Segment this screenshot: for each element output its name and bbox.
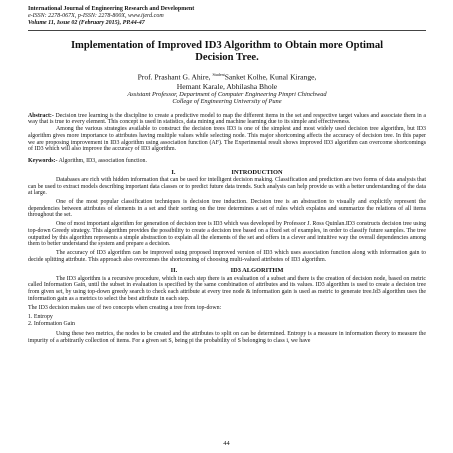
intro-paragraph-2: One of the most popular classification techniques is decision tree induction. Decision tree is an abstraction to visually and explicitly represent the dependencies between attributes of elements in a set and their sorting on the tree determines a set of rules which explains and summarize the relations of all items throughout the set. [28, 199, 426, 219]
abstract-label: Abstract:- [28, 112, 54, 119]
list-item: 2. Information Gain [28, 320, 75, 327]
keywords [28, 158, 426, 165]
affiliation-line-2: College of Engineering University of Pune [172, 98, 282, 106]
keywords-label: Keywords:- [28, 157, 58, 164]
section-number: I. [171, 168, 176, 176]
section-heading-id3 [28, 267, 426, 274]
abstract-paragraph-1: Decision tree learning is the discipline to create a predictive model to map the different items in the set and respective target values and associate them in a way that is true to every element. This concept is used in statistics, data mining and machine learning due to its simple and effectiveness. [28, 112, 426, 126]
list-item: 1. Entropy [28, 314, 53, 321]
paper-page [28, 6, 426, 347]
abstract-paragraph-2: Among the various strategies available to construct the decision trees ID3 is one of the simplest and most widely used decision tree algorithm, but ID3 algorithm gives more importance to attributes having multiple values while selecting node. This major shortcoming affects the accuracy of decision tree. In this paper we are proposing improvement in ID3 algorithm using association function (AF). The Experimental result shows improved ID3 algorithm can overcome shortcomings of ID3 which will also improve the accuracy of ID3 algorithm. [28, 126, 426, 153]
author-students: Sanket Kolhe, Kunal Kirange, [224, 72, 317, 82]
affiliation-line-1: Assistant Professor, Department of Computer Engineering Pimpri Chinchwad [127, 90, 327, 98]
id3-paragraph-2: The ID3 decision makes use of two concepts when creating a tree from top-down: [28, 305, 222, 312]
journal-volume: Volume 11, Issue 02 (February 2015), PP.44-47 [28, 20, 145, 27]
section-title: INTRODUCTION [231, 168, 283, 176]
journal-name: International Journal of Engineering Research and Development [28, 6, 195, 12]
intro-paragraph-3: One of most important algorithm for generation of decision tree is ID3 which was developed by Professor J. Ross Quinlan.ID3 constructs decision tree using top-down Greedy strategy. This algorithm provides the possibility to create a decision tree based on a fixed set of examples, in order to classify future samples. The tree outputted by this algorithm represents a simple abstraction to explain all the elements of the set and offers in a clever and intuitive way the overall dependencies among them to better understand the system and prepare a decision. [28, 221, 426, 248]
intro-paragraph-1: Databases are rich with hidden information that can be used for intelligent decision making. Classification and prediction are two forms of data analysis that can be used to extract models describing important data classes or to predict future data trends. Such analysis can help provide us with a better understanding of the data at large. [28, 176, 426, 197]
section-heading-introduction [28, 169, 426, 176]
journal-header [28, 6, 426, 28]
header-rule [28, 30, 426, 31]
section-number: II. [170, 267, 178, 275]
author-prof: Prof. Prashant G. Ahire, [137, 72, 211, 82]
author-line-2: Hemant Karale, Abhilasha Bhole [176, 81, 278, 91]
intro-paragraph-4: The accuracy of ID3 algorithm can be improved using proposed improved version of ID3 which uses association function along with information gain to decide splitting attribute. This approach also overcomes the shortcoming of choosing multi-valued attributes of ID3 algorithm. [28, 249, 426, 263]
id3-paragraph-1: The ID3 algorithm is a recursive procedure, which in each step there is an evaluation of a subset and there is the creation of decision node, based on metric called Information Gain, until the subset in evaluation is specified by the same combination of attributes and its values. ID3 algorithm is used to create a decision tree from given set, by using top-down greedy search to check each attribute at every tree node & information gain is used as metric to generate tree.Id3 algorithm uses the information gain as a metrics to select the best attribute in each step. [28, 275, 426, 302]
author-block [28, 70, 426, 91]
journal-issn: e-ISSN: 2278-067X, p-ISSN: 2278-800X, www.ijerd.com [28, 13, 164, 20]
paper-title: Implementation of Improved ID3 Algorithm to Obtain more Optimal Decision Tree. [70, 39, 384, 63]
abstract [28, 113, 426, 153]
keywords-text: Algorithm, ID3, association function. [57, 157, 147, 164]
author-line-1 [28, 70, 426, 82]
section-title: ID3 ALGORITHM [230, 267, 284, 275]
page-number: 44 [223, 440, 230, 447]
id3-paragraph-3: Using these two metrics, the nodes to be created and the attributes to split on can be determined. Entropy is a measure in information theory to measure the impurity of a arbitrarily collection of items. For a given set S, being pi the probability of S belonging to class i, we have [28, 331, 426, 345]
author-superscript: Student [212, 71, 225, 77]
